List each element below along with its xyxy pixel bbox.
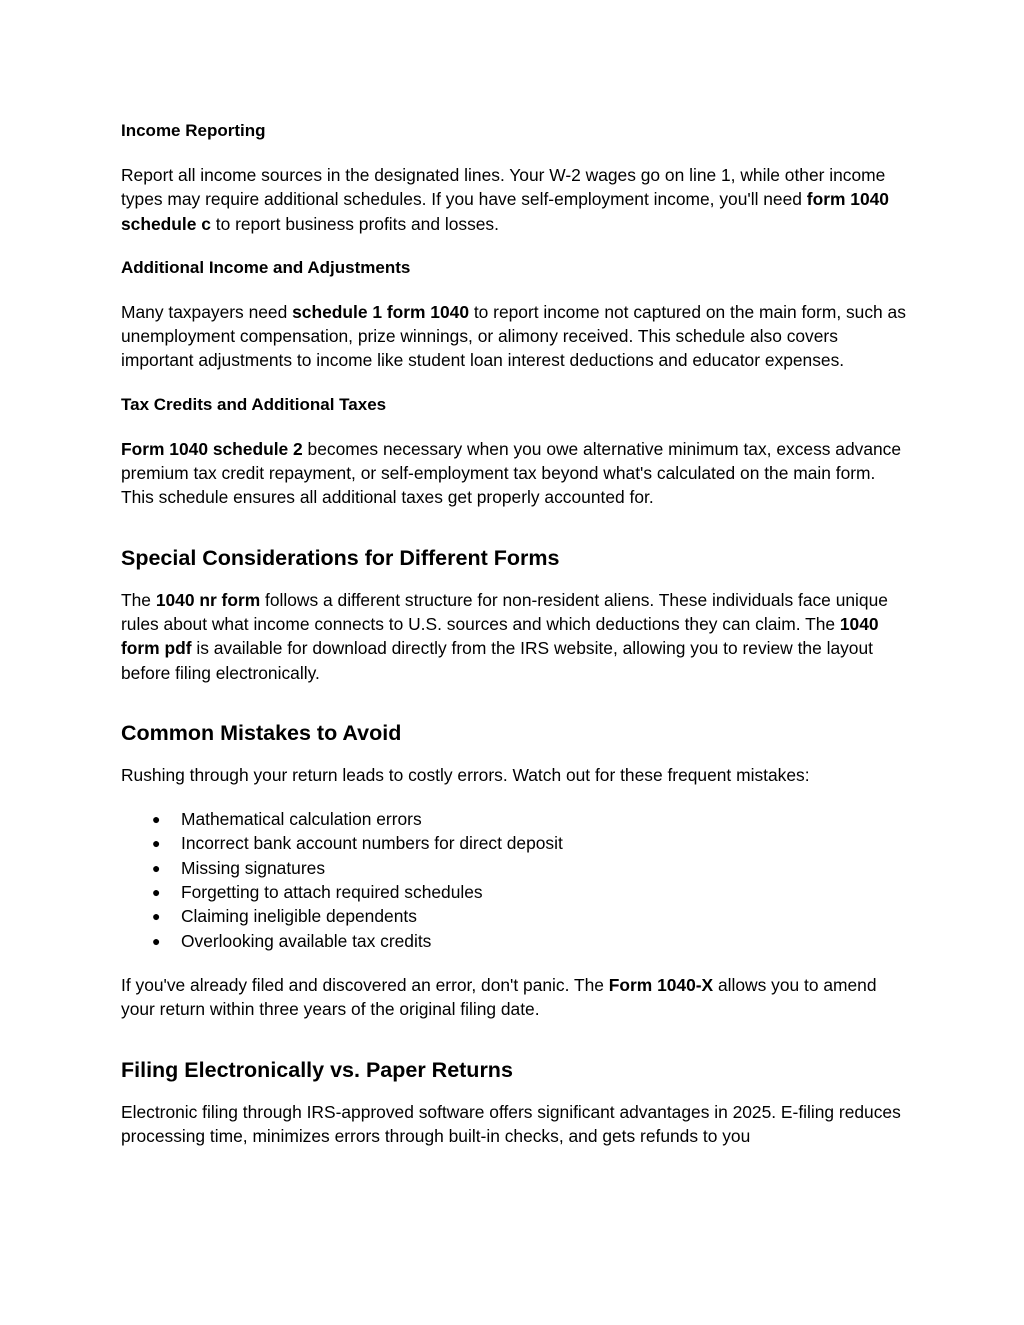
text-run: is available for download directly from the IRS website, allowing you to review the layout before filing electronically. — [121, 638, 873, 683]
filing-electronically-heading: Filing Electronically vs. Paper Returns — [121, 1057, 513, 1082]
list-item-text: Missing signatures — [181, 857, 326, 878]
bullet-icon: ● — [152, 811, 161, 828]
bullet-icon: ● — [152, 859, 161, 876]
text-run: Report all income sources in the designated lines. Your W-2 wages go on line 1, while other income types may require additional schedules. If you have self-employment income, you'll need — [121, 165, 886, 210]
text-run: becomes necessary when you owe alternative minimum tax, excess advance premium tax credit repayment, or self-employment tax beyond what's calculated on the main form. This schedule ensures all additional taxes get properly accounted for. — [121, 438, 902, 508]
mistakes-list — [121, 807, 911, 953]
bullet-icon: ● — [152, 884, 161, 901]
text-run: to report business profits and losses. — [210, 213, 499, 234]
special-considerations-heading: Special Considerations for Different Forms — [121, 545, 560, 570]
bold-term: Form 1040-X — [608, 974, 714, 995]
bold-term: form 1040 schedule c — [121, 189, 889, 234]
text-run: allows you to amend your return within three years of the original filing date. — [121, 974, 877, 1020]
bullet-icon: ● — [152, 908, 161, 925]
list-item-text: Mathematical calculation errors — [181, 809, 422, 830]
list-item — [121, 880, 911, 904]
bullet-icon: ● — [152, 932, 161, 949]
list-item — [121, 904, 911, 928]
bold-term: Form 1040 schedule 2 — [121, 438, 303, 459]
text-run: follows a different structure for non-resident aliens. These individuals face unique rules about what income connects to U.S. sources and which deductions they can claim. The — [121, 589, 888, 634]
list-item — [121, 807, 911, 831]
list-item — [121, 831, 911, 855]
list-item-text: Incorrect bank account numbers for direct deposit — [181, 833, 563, 854]
common-mistakes-intro: Rushing through your return leads to costly errors. Watch out for these frequent mistakes: — [121, 764, 810, 785]
list-item — [121, 929, 911, 953]
tax-credits-heading: Tax Credits and Additional Taxes — [121, 394, 387, 414]
list-item-text: Overlooking available tax credits — [181, 930, 432, 951]
document-page — [121, 119, 911, 1168]
bold-term: schedule 1 form 1040 — [292, 301, 469, 322]
filing-electronically-paragraph: Electronic filing through IRS-approved software offers significant advantages in 2025. E-filing reduces processing time, minimizes errors through built-in checks, and gets refunds to you — [121, 1101, 901, 1146]
list-item-text: Forgetting to attach required schedules — [181, 882, 483, 903]
text-run: to report income not captured on the main form, such as unemployment compensation, prize winnings, or alimony received. This schedule also covers important adjustments to income like student loan interest deductions and educator expenses. — [121, 301, 906, 371]
additional-income-heading: Additional Income and Adjustments — [121, 257, 411, 277]
text-run: Many taxpayers need — [121, 301, 293, 322]
bullet-icon: ● — [152, 835, 161, 852]
income-reporting-heading: Income Reporting — [121, 121, 266, 140]
text-run: If you've already filed and discovered an error, don't panic. The — [121, 974, 609, 995]
additional-income-paragraph — [121, 300, 911, 373]
tax-credits-paragraph — [121, 437, 911, 510]
special-considerations-paragraph — [121, 588, 911, 685]
income-reporting-paragraph — [121, 163, 911, 236]
bold-term: 1040 form pdf — [121, 613, 879, 659]
common-mistakes-outro — [121, 973, 911, 1022]
common-mistakes-heading: Common Mistakes to Avoid — [121, 720, 402, 745]
bold-term: 1040 nr form — [155, 589, 261, 610]
list-item-text: Claiming ineligible dependents — [181, 906, 417, 927]
list-item — [121, 856, 911, 880]
text-run: The — [121, 589, 156, 610]
